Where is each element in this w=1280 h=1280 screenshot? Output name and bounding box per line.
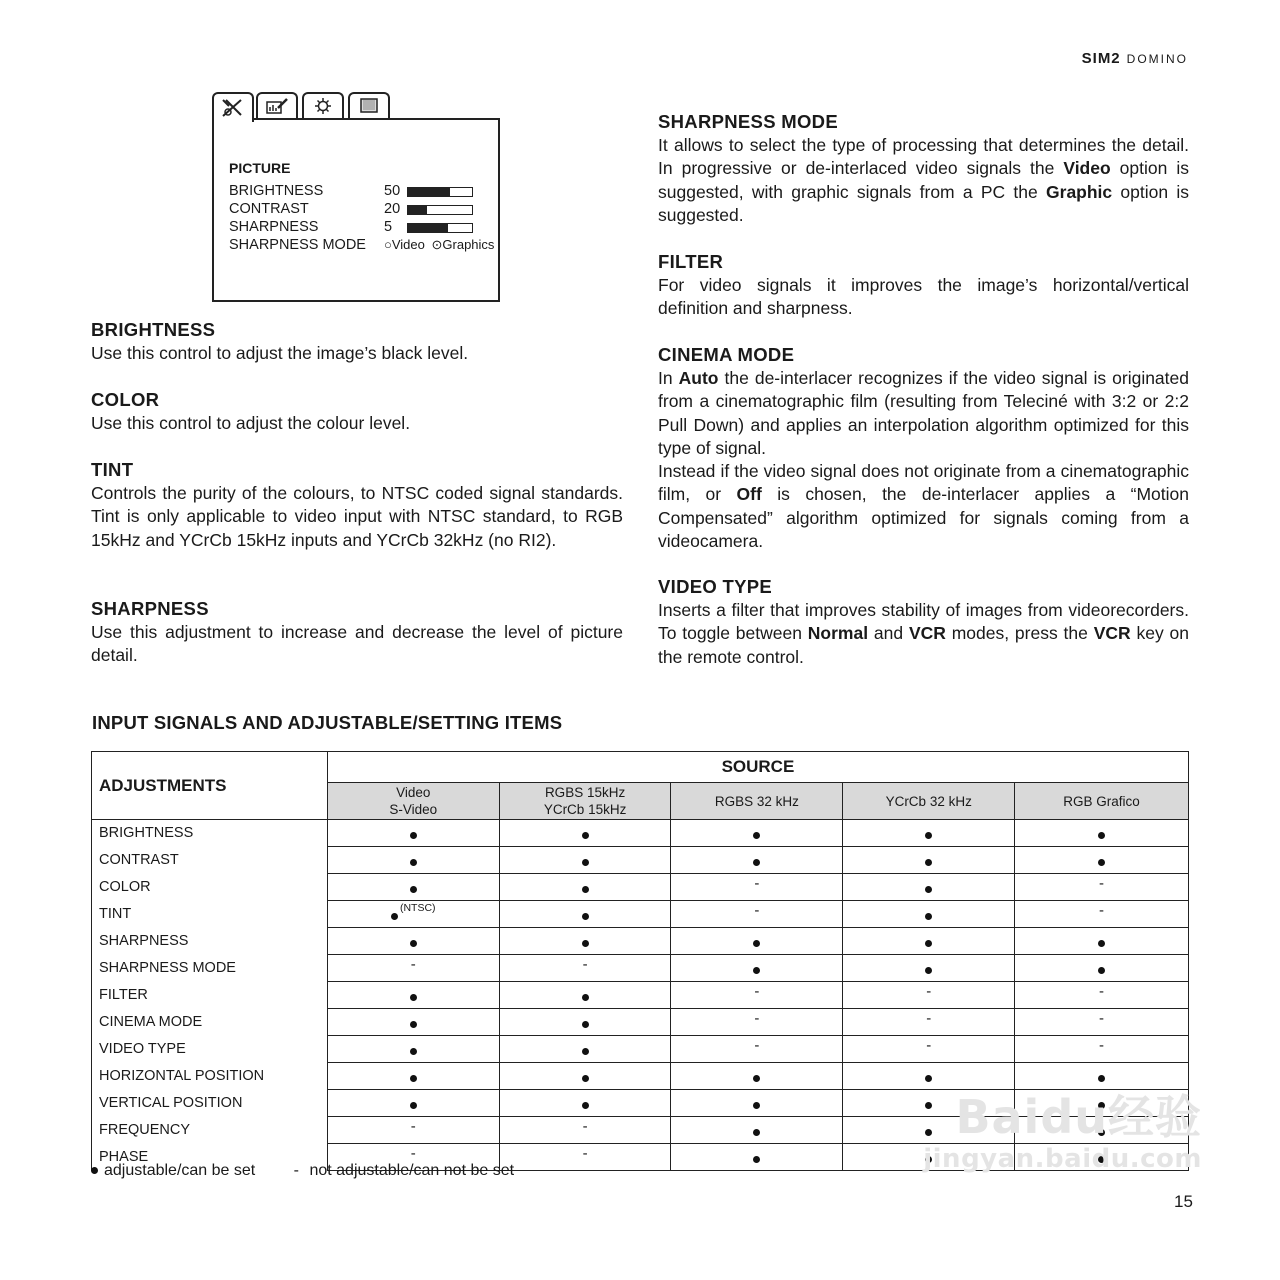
section-title: BRIGHTNESS [91,319,216,340]
table-row [92,820,1189,847]
adjustable-dot-icon [410,940,417,947]
adjustable-cell [499,820,671,847]
not-adjustable-cell [843,1036,1015,1063]
section-text: Use this adjustment to increase and decrease the level of picture detail. [91,622,623,666]
adjustable-cell [327,847,499,874]
adjustable-dot-icon [582,940,589,947]
adjustable-dot-icon [753,832,760,839]
adjustable-cell [671,820,843,847]
adjustable-cell [1015,1063,1189,1090]
radio-selected-icon: ⊙ [431,237,443,252]
adjustable-dot-icon [410,1048,417,1055]
source-column-line1: RGBS 32 kHz [714,793,799,809]
adjustable-dot-icon [925,913,932,920]
adjustable-cell [671,1090,843,1117]
legend-dash-text: not adjustable/can not be set [309,1162,515,1179]
adjustable-dot-icon [410,832,417,839]
table-row [92,1036,1189,1063]
adjustable-dot-icon [582,1048,589,1055]
table-row [92,847,1189,874]
adjustable-cell [499,928,671,955]
adjustable-dot-icon [753,1156,760,1163]
section-brightness [91,318,623,365]
not-adjustable-cell [671,874,843,901]
source-column-line2: YCrCb 15kHz [543,802,627,817]
table-row [92,1063,1189,1090]
section-sharpness [91,597,623,668]
section-title: CINEMA MODE [658,344,795,365]
adjustable-cell [327,901,499,928]
adjustable-dot-icon [925,832,932,839]
section-video-type [658,575,1189,669]
source-column-header [1015,783,1189,820]
not-adjustable-cell [327,1117,499,1144]
adjustable-cell [1015,955,1189,982]
table-row [92,955,1189,982]
adjustable-cell [843,928,1015,955]
not-adjustable-dash: - [754,982,760,1000]
section-text: Use this control to adjust the colour level. [91,413,411,433]
brand-sub: DOMINO [1126,52,1188,66]
not-adjustable-cell [1015,874,1189,901]
section-title: SHARPNESS [91,598,209,619]
row-label: PHASE [92,1144,328,1171]
adjustable-dot-icon [1098,859,1105,866]
adjustable-dot-icon [410,994,417,1001]
not-adjustable-dash: - [1099,901,1105,919]
adjustable-dot-icon [410,1102,417,1109]
adjustable-dot-icon [410,859,417,866]
source-column-header [499,783,671,820]
row-label: CONTRAST [92,847,328,874]
picture-tools-icon [212,92,254,122]
table-row [92,982,1189,1009]
not-adjustable-cell [499,1117,671,1144]
not-adjustable-dash: - [926,982,932,1000]
adjustable-cell [1015,820,1189,847]
source-column-header [671,783,843,820]
osd-slider-fill [408,188,450,196]
row-label: VIDEO TYPE [92,1036,328,1063]
adjustable-dot-icon [410,1021,417,1028]
adjustable-cell [327,1036,499,1063]
adjustable-dot-icon [1098,940,1105,947]
not-adjustable-cell [1015,901,1189,928]
section-text: It allows to select the type of processing that determines the detail. In progressive or de-interlaced video signals the Video option is suggested, with graphic signals from a PC the Graphic option is suggested. [658,135,1189,225]
watermark-line1: Baidu经验 [955,1090,1202,1144]
not-adjustable-dash: - [1099,874,1105,892]
adjustable-cell [671,1144,843,1171]
legend-dot-icon [91,1167,98,1174]
brand-main: SIM2 [1081,50,1121,67]
row-label: VERTICAL POSITION [92,1090,328,1117]
adjustable-cell [671,847,843,874]
adjustable-cell [327,820,499,847]
section-title: SHARPNESS MODE [658,111,838,132]
adjustable-dot-icon [391,913,398,920]
adjustable-cell [671,928,843,955]
screen-icon [348,92,390,118]
osd-slider [407,205,473,215]
not-adjustable-dash: - [582,1144,588,1162]
source-header: SOURCE [327,752,1188,783]
source-column-line1: Video [396,785,431,800]
not-adjustable-dash: - [754,1009,760,1027]
row-label: HORIZONTAL POSITION [92,1063,328,1090]
table-row [92,901,1189,928]
adjustable-cell [843,1063,1015,1090]
source-column-header [327,783,499,820]
adjustable-cell [843,955,1015,982]
section-cinema-mode [658,343,1189,553]
row-label: FREQUENCY [92,1117,328,1144]
radio-video: ○Video [384,237,425,252]
osd-panel [212,118,500,302]
adjustable-cell [499,982,671,1009]
adjustable-dot-icon [410,1075,417,1082]
not-adjustable-cell [671,901,843,928]
row-label: COLOR [92,874,328,901]
adjustable-cell [327,1009,499,1036]
source-column-line1: YCrCb 32 kHz [885,793,972,809]
adjustable-cell [499,1063,671,1090]
table-title: INPUT SIGNALS AND ADJUSTABLE/SETTING ITEMS [92,712,563,733]
row-label: SHARPNESS MODE [92,955,328,982]
image-adjust-icon [256,92,298,118]
not-adjustable-dash: - [1099,1009,1105,1027]
not-adjustable-dash: - [926,1009,932,1027]
section-text: Instead if the video signal does not originate from a cinematographic film, or Off is chosen, the de-interlacer applies a “Motion Compensated” algorithm optimized for signals coming from a videocamera. [658,461,1189,552]
adjustable-dot-icon [582,913,589,920]
not-adjustable-dash: - [754,874,760,892]
adjustable-cell [499,1090,671,1117]
source-column-line2: S-Video [389,802,438,817]
not-adjustable-dash: - [754,901,760,919]
osd-title: PICTURE [229,160,291,176]
osd-row-value: 20 [384,201,401,217]
radio-graphics: ⊙Graphics [431,237,495,252]
table-row [92,874,1189,901]
not-adjustable-cell [843,982,1015,1009]
brand-logo [1082,50,1188,67]
section-title: TINT [91,459,134,480]
source-column-line1: RGBS 15kHz [544,785,626,800]
not-adjustable-cell [671,1009,843,1036]
section-text: For video signals it improves the image’s horizontal/vertical definition and sharpness. [658,275,1189,319]
cell-note: (NTSC) [399,901,436,914]
source-column-header [843,783,1015,820]
radio-empty-icon: ○ [384,237,392,252]
table-row [92,1009,1189,1036]
adjustable-dot-icon [582,859,589,866]
section-title: VIDEO TYPE [658,576,773,597]
adjustable-dot-icon [925,940,932,947]
adjustable-cell [671,1063,843,1090]
not-adjustable-dash: - [582,955,588,973]
section-text: Controls the purity of the colours, to NTSC coded signal standards. Tint is only applicable to video input with NTSC standard, to RGB 15kHz and YCrCb 15kHz inputs and YCrCb 32kHz (no RI2). [91,483,623,550]
not-adjustable-dash: - [1099,982,1105,1000]
not-adjustable-dash: - [410,1117,416,1135]
adjustable-dot-icon [582,886,589,893]
baidu-watermark [923,1092,1202,1176]
adjustable-cell [499,901,671,928]
settings-gear-icon [302,92,344,118]
section-text: Use this control to adjust the image’s black level. [91,343,469,363]
osd-row-value: 5 [384,219,393,235]
not-adjustable-cell [671,982,843,1009]
adjustable-dot-icon [582,1075,589,1082]
section-title: FILTER [658,251,724,272]
not-adjustable-cell [327,955,499,982]
adjustments-header: ADJUSTMENTS [92,752,328,820]
adjustable-dot-icon [582,1102,589,1109]
adjustable-dot-icon [753,859,760,866]
adjustable-dot-icon [753,1129,760,1136]
osd-menu [212,92,500,302]
adjustable-dot-icon [582,1021,589,1028]
adjustable-cell [843,901,1015,928]
adjustable-cell [843,820,1015,847]
adjustable-dot-icon [925,967,932,974]
adjustable-cell [499,1036,671,1063]
adjustable-dot-icon [925,859,932,866]
adjustable-cell [671,955,843,982]
not-adjustable-cell [499,955,671,982]
adjustable-dot-icon [753,1075,760,1082]
not-adjustable-dash: - [582,1117,588,1135]
not-adjustable-dash: - [410,955,416,973]
section-title: COLOR [91,389,160,410]
osd-row-value: 50 [384,183,401,199]
adjustable-cell [1015,847,1189,874]
row-label: BRIGHTNESS [92,820,328,847]
adjustable-dot-icon [1098,832,1105,839]
osd-mode-label: SHARPNESS MODE [229,237,366,253]
not-adjustable-cell [499,1144,671,1171]
adjustable-dot-icon [582,994,589,1001]
adjustable-dot-icon [410,886,417,893]
adjustable-cell [499,847,671,874]
legend-dash-symbol: - [293,1162,299,1179]
adjustable-cell [499,1009,671,1036]
adjustable-dot-icon [753,1102,760,1109]
adjustable-dot-icon [925,1075,932,1082]
section-filter [658,250,1189,321]
adjustable-cell [327,1063,499,1090]
adjustable-cell [843,847,1015,874]
adjustable-dot-icon [753,967,760,974]
section-color [91,388,623,435]
watermark-line2: jingyan.baidu.com [923,1144,1202,1174]
adjustable-dot-icon [1098,1075,1105,1082]
adjustable-dot-icon [1098,967,1105,974]
section-text: In Auto the de-interlacer recognizes if the video signal is originated from a cinematographic film (resulting from Teleciné with 3:2 or 2:2 Pull Down) and applies an interpolation algorithm optimized for this type of signal. [658,368,1189,458]
not-adjustable-dash: - [410,1144,416,1162]
section-text: Inserts a filter that improves stability of images from videorecorders. To toggle between Normal and VCR modes, press the VCR key on the remote control. [658,600,1189,667]
not-adjustable-cell [1015,982,1189,1009]
row-label: FILTER [92,982,328,1009]
adjustable-dot-icon [582,832,589,839]
table-row [92,928,1189,955]
adjustable-cell [327,982,499,1009]
row-label: TINT [92,901,328,928]
osd-row-label: CONTRAST [229,201,309,217]
adjustable-cell [843,874,1015,901]
row-label: CINEMA MODE [92,1009,328,1036]
osd-slider [407,187,473,197]
not-adjustable-cell [1015,1036,1189,1063]
not-adjustable-dash: - [1099,1036,1105,1054]
legend-dot-text: adjustable/can be set [104,1162,256,1179]
osd-mode-radio-group [384,236,494,254]
osd-row-label: BRIGHTNESS [229,183,324,199]
source-column-line1: RGB Grafico [1063,793,1140,809]
section-sharpness-mode [658,110,1189,227]
not-adjustable-dash: - [754,1036,760,1054]
section-tint [91,458,623,552]
adjustable-dot-icon [753,940,760,947]
not-adjustable-dash: - [926,1036,932,1054]
not-adjustable-cell [1015,1009,1189,1036]
adjustable-dot-icon [925,886,932,893]
table-legend [91,1162,514,1180]
osd-slider-fill [408,224,448,232]
adjustable-cell [327,1090,499,1117]
osd-slider-fill [408,206,427,214]
not-adjustable-cell [671,1036,843,1063]
row-label: SHARPNESS [92,928,328,955]
adjustable-cell [499,874,671,901]
osd-slider [407,223,473,233]
page-number: 15 [1174,1192,1193,1211]
osd-row-label: SHARPNESS [229,219,319,235]
adjustable-cell [327,928,499,955]
adjustable-cell [671,1117,843,1144]
adjustable-cell [1015,928,1189,955]
adjustable-cell [327,874,499,901]
not-adjustable-cell [843,1009,1015,1036]
